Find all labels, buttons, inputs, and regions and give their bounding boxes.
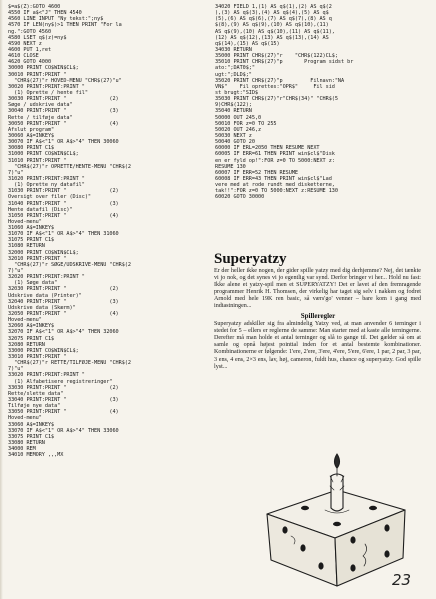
left-code-line: "CHR$(27)"r RETTE/TILFØJE-MENU "CHR$(2 [8, 360, 131, 367]
left-code-line: $=a$(Z):GOTO 4600 [8, 4, 61, 10]
left-code-line: 4570 IF LEN(ny$)>1 THEN PRINT "For la [8, 22, 122, 29]
left-code-line: 32075 PRINT C1$ [8, 335, 55, 342]
left-code-line: 30070 IF A$<"1" OR A$>"4" THEN 30060 [8, 139, 119, 146]
right-code-line: 35040 RETURN [215, 108, 252, 115]
right-code-line: AS q$(9),(10) AS q$(10),(11) AS q$(11), [215, 28, 335, 35]
right-code-line: 35030 PRINT CHR$(27)"r"CHR$(34)" "CHR$(5 [215, 96, 338, 103]
right-code-line: 9)CHR$(122); [215, 102, 252, 109]
left-code-line: 31080 RETURN [8, 243, 45, 250]
basic-listing-right-column [215, 4, 420, 201]
left-code-line: 32010 PRINT:PRINT " [8, 255, 67, 262]
left-code-line: 32070 IF A$<"1" OR A$>"4" THEN 32060 [8, 329, 119, 336]
right-code-line: 50040 GOTO 20 [215, 139, 255, 146]
left-code-line: 31070 IF A$<"1" OR A$>"4" THEN 31060 [8, 231, 119, 238]
left-code-line: Hente datafil (Disc)" [8, 206, 73, 213]
left-code-line: Oversigt over filer (Disc)" [8, 194, 91, 201]
right-code-line: 50030 NEXT z [215, 132, 252, 139]
left-code-line: 32040 PRINT:PRINT " (3) [8, 298, 119, 305]
left-code-line: Rette / tilføje data" [8, 114, 73, 121]
left-code-line: Tilføje nye data" [8, 403, 61, 410]
left-code-line: "CHR$(27)"r HOVED-MENU "CHR$(27)"u" [8, 77, 122, 84]
right-code-line: 60005 IF ERR=61 THEN PRINT win$cl$"Disk [215, 151, 335, 158]
right-code-line: 60007 IF ERR=52 THEN RESUME [215, 169, 298, 176]
left-code-line: "CHR$(27)"r SØGE/UDSKRIVE-MENU "CHR$(2 [8, 261, 131, 268]
left-code-line: 30040 PRINT:PRINT " (3) [8, 108, 119, 115]
left-code-line: 31030 PRINT:PRINT " (2) [8, 188, 119, 195]
left-code-line: 32000 PRINT CO$WIN$CL$; [8, 249, 79, 256]
left-code-line: 33050 PRINT:PRINT " (4) [8, 409, 119, 416]
left-code-line: 32080 RETURN [8, 341, 45, 348]
left-code-line: 31020 PRINT:PRINT:PRINT " [8, 175, 85, 182]
left-code-line: (1) Søge data" [8, 280, 58, 287]
left-code-line: 33060 A$=INKEY$ [8, 421, 55, 428]
left-code-line: 32030 PRINT:PRINT " (2) [8, 286, 119, 293]
right-code-line: 35000 PRINT CHR$(27)"r "CHR$(122)CL$; [215, 53, 338, 60]
right-code-line: (12) AS q$(12),(13) AS q$(13),(14) AS [215, 34, 329, 41]
right-code-line: $(8),(9) AS q$(9),(10) AS q$(10),(11) [215, 22, 329, 29]
left-code-line: Søge / udskrive data" [8, 102, 73, 109]
left-code-line: 4600 PUT 1,ret [8, 46, 52, 53]
left-code-line: 31000 PRINT CO$WIN$CL$; [8, 151, 79, 158]
left-code-line: ng.":GOTO 4560 [8, 28, 52, 35]
left-code-line: 31050 PRINT:PRINT " (4) [8, 212, 119, 219]
page-number: 23 [392, 571, 412, 589]
right-code-line: 35020 PRINT CHR$(27)"p Filnavn:"NA [215, 77, 345, 84]
right-code-line: 60020 GOTO 30000 [215, 194, 265, 201]
left-code-line: 30000 PRINT CO$WIN$CL$; [8, 65, 79, 72]
left-code-line: 34000 REM [8, 446, 36, 453]
left-code-line: 30020 PRINT:PRINT:PRINT " [8, 83, 85, 90]
left-code-line: Hoved-menu" [8, 317, 42, 324]
left-code-line: Rette/slette data" [8, 390, 64, 397]
left-code-line: 7)"u" [8, 366, 24, 373]
left-code-line: 31010 PRINT:PRINT " [8, 157, 67, 164]
right-code-line: 34030 RETURN [215, 46, 252, 53]
left-code-line: 33030 PRINT:PRINT " (2) [8, 384, 119, 391]
right-code-line: en er fyld op!":FOR z=0 TO 5000:NEXT z: [215, 157, 335, 164]
right-code-line: 50000 OUT 245,0 [215, 114, 262, 121]
left-code-line: 32050 PRINT:PRINT " (4) [8, 311, 119, 318]
right-code-line: vere med at rode rundt med disketterne, [215, 182, 335, 189]
right-code-line: VN$" Fil oprettes:"OPR$" Fil sid [215, 83, 335, 90]
right-code-line: 60008 IF ERR=43 THEN PRINT win$cl$"Lad [215, 175, 332, 182]
basic-listing-left-column [8, 4, 213, 458]
left-code-line: 30060 A$=INKEY$ [8, 132, 55, 139]
rules-heading: Spilleregler [300, 312, 336, 321]
left-code-line: 33020 PRINT:PRINT:PRINT " [8, 372, 85, 379]
left-code-line: 32060 A$=INKEY$ [8, 323, 55, 330]
left-code-line: Udskrive data (Printer)" [8, 292, 82, 299]
left-code-line: 31060 A$=INKEY$ [8, 225, 55, 232]
left-code-line: 30080 PRINT C1$ [8, 145, 55, 152]
left-code-line: "CHR$(27)"r OPRETTE/HENTE-MENU "CHR$(2 [8, 163, 131, 170]
right-code-line: q$(14),(15) AS q$(15) [215, 40, 280, 47]
right-code-line: tak!!":FOR z=0 TO 5000:NEXT z:RESUME 130 [215, 188, 338, 195]
right-code-line: ),(3) AS q$(3),(4) AS q$(4),(5) AS q$ [215, 10, 329, 17]
right-code-line: RESUME 130 [215, 163, 246, 170]
left-code-line: 30050 PRINT:PRINT " (4) [8, 120, 119, 127]
right-code-line: 34020 FIELD 1,(1) AS q$(1),(2) AS q$(2 [215, 4, 332, 10]
left-code-line: 33070 IF A$<"1" OR A$>"4" THEN 33060 [8, 427, 119, 434]
article-title: Superyatzy [214, 251, 287, 267]
right-code-line: st brugt:"SID$ [215, 89, 259, 96]
right-code-line: ato:";DAT0$;" [215, 65, 255, 72]
left-code-line: Hoved-menu" [8, 218, 42, 225]
left-code-line: Afslut program" [8, 126, 55, 133]
left-code-line: 31075 PRINT C1$ [8, 237, 55, 244]
left-code-line: 7)"u" [8, 268, 24, 275]
left-code-line: 32020 PRINT:PRINT:PRINT " [8, 274, 85, 281]
left-code-line: 4620 GOTO 4000 [8, 59, 52, 66]
right-code-line: 60000 IF ERL=2050 THEN RESUME NEXT [215, 145, 320, 152]
rules-text: Superyatzy adskiller sig fra almindelig Yatzy ved, at man anvender 6 terninger i stedet for 5 – ellers er reglerne de samme: Man starter med at kaste alle terningerne. Derefter må man holde et antal terninger og slå to gange til. Det gælder så om at samle og opnå højest pointtal inden for et antal bestemte kombinationer. Kombinationerne er følgende: 1'ere, 2'ere, 3'ere, 4'ere, 5'ere, 6'ere, 1 par, 2 par, 3 par, 3 ens, 4 ens, 2×3 ens, lav, høj, cameron, fuldt hus, chance og superyatzy. God spille lyst... [214, 321, 421, 370]
left-code-line: 30030 PRINT:PRINT " (2) [8, 96, 119, 103]
left-code-line: 33040 PRINT:PRINT " (3) [8, 397, 119, 403]
left-code-line: 7)"u" [8, 169, 24, 176]
left-code-line: 4580 LSET q$(z)=ny$ [8, 34, 67, 41]
left-code-line: 4560 LINE INPUT "Ny tekst:";ny$ [8, 16, 104, 23]
left-code-line: 33075 PRINT C1$ [8, 433, 55, 440]
right-code-line: 50020 OUT 246,z [215, 126, 262, 133]
left-code-line: Hoved-menu" [8, 415, 42, 422]
left-code-line: 34010 MEMORY ,,,MX [8, 452, 64, 459]
left-code-line: 31040 PRINT:PRINT " (3) [8, 200, 119, 207]
right-code-line: ugt:";DLD$;" [215, 71, 252, 78]
left-code-line: 33000 PRINT CO$WIN$CL$; [8, 347, 79, 354]
superyatzy-article [213, 251, 423, 371]
page-binding-shadow [0, 0, 3, 599]
left-code-line: (1) Oprette ny datafil" [8, 182, 85, 189]
left-code-line: 4610 CLOSE [8, 53, 39, 60]
right-code-line: (5),(6) AS q$(6),(7) AS q$(7),(8) AS q [215, 16, 332, 23]
right-code-line: 35010 PRINT CHR$(27)"p Program sidst br [215, 59, 354, 66]
article-intro: Er der heller ikke nogen, der gider spille yatzy med dig derhjemme? Nej, det tænkte vi jo nok, og det synes vi jo egentlig var synd. Derfor bringer vi her... Hold nu fast: Ikke alene et yatzy-spil men et SUPERYATZY! Det er lavet af den fremragende programmer Henrik H. Thomsen, der virkelig har taget sig selv i nakken og fodret Arnold med hele 19K ren basic, så værs'go' venner – bare kom i gang med indtastningen... [214, 268, 421, 310]
left-code-line: 33080 RETURN [8, 439, 45, 446]
right-code-line: 50010 FOR z=0 TO 255 [215, 120, 277, 127]
left-code-line: (1) Oprette / hente fil" [8, 89, 88, 96]
left-code-line: Udskrive data (Skærm)" [8, 304, 76, 311]
left-code-line: 4550 IF a$<"J" THEN 4540 [8, 10, 82, 17]
left-code-line: 33010 PRINT:PRINT " [8, 354, 67, 361]
left-code-line: (1) Alfabetisere registreringer" [8, 378, 113, 385]
left-code-line: 30010 PRINT:PRINT " [8, 71, 67, 78]
left-code-line: 4590 NEXT z [8, 40, 42, 47]
